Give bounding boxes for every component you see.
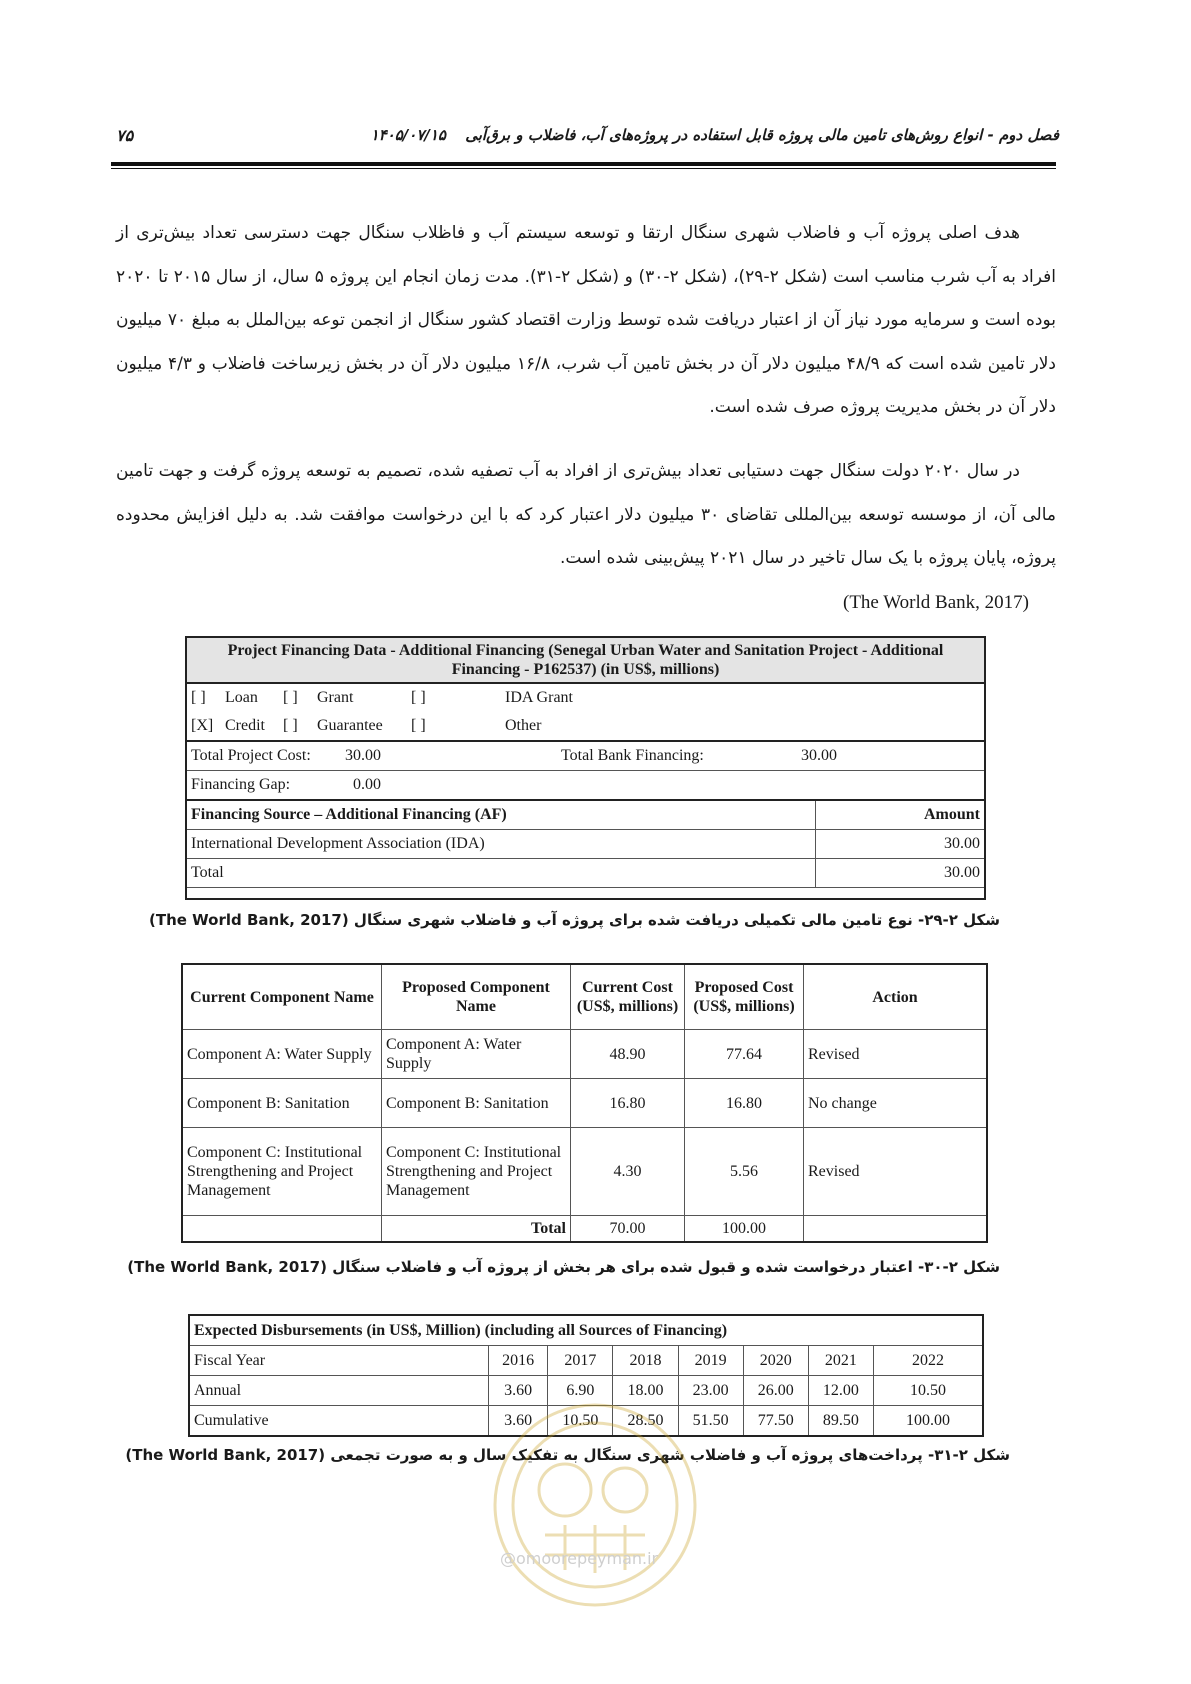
- watermark-url: @omoorepeyman.ir: [500, 1549, 659, 1568]
- current-component-cell: Component C: Institutional Strengthening and Project Management: [182, 1128, 382, 1216]
- total-proposed-cost: 100.00: [685, 1216, 804, 1242]
- financing-gap-row: [186, 771, 985, 801]
- header-rule-thick: [111, 162, 1056, 166]
- amount-cell: 30.00: [816, 859, 986, 888]
- header-proposed-cost: Proposed Cost (US$, millions): [685, 964, 804, 1030]
- cumulative-cell: 100.00: [874, 1406, 984, 1437]
- ida-grant-checkbox: [ ]: [411, 689, 426, 706]
- ida-grant-label: IDA Grant: [505, 689, 573, 706]
- other-label: Other: [505, 717, 542, 734]
- total-project-cost-value: 30.00: [345, 747, 381, 764]
- current-component-cell: Component B: Sanitation: [182, 1079, 382, 1128]
- table-row: [182, 1128, 987, 1216]
- table-row: [189, 1346, 983, 1376]
- table-row: [186, 830, 985, 859]
- citation: (The World Bank, 2017): [843, 592, 1029, 613]
- proposed-component-cell: Component C: Institutional Strengthening and Project Management: [382, 1128, 571, 1216]
- running-header: [279, 126, 1059, 144]
- proposed-cost-cell: 16.80: [685, 1079, 804, 1128]
- proposed-cost-cell: 77.64: [685, 1030, 804, 1079]
- header-current-cost: Current Cost (US$, millions): [571, 964, 685, 1030]
- table-row: [182, 1079, 987, 1128]
- table-row: [182, 1030, 987, 1079]
- loan-label: Loan: [225, 689, 258, 706]
- cumulative-cell: 28.50: [613, 1406, 678, 1437]
- year-cell: 2020: [743, 1346, 808, 1376]
- year-cell: 2018: [613, 1346, 678, 1376]
- table1-spacer-row: [186, 888, 985, 900]
- financing-data-table: [185, 636, 986, 900]
- action-cell: Revised: [804, 1128, 988, 1216]
- action-cell: Revised: [804, 1030, 988, 1079]
- total-row: [182, 1216, 987, 1242]
- cumulative-cell: 89.50: [808, 1406, 873, 1437]
- component-cost-table: [181, 963, 988, 1243]
- paragraph-2-text: در سال ۲۰۲۰ دولت سنگال جهت دستیابی تعداد بیش‌تری از افراد به آب تصفیه شده، تصمیم به توسعه پروژه گرفت و جهت تامین مالی آن، از موسسه توسعه بین‌المللی تقاضای ۳۰ میلیون دلار اعتبار کرد که با این درخواست موافقت شد. به دلیل افزایش محدوده پروژه، پایان پروژه با یک سال تاخیر در سال ۲۰۲۱ پیش‌بینی شده است.: [116, 461, 1056, 568]
- current-cost-cell: 16.80: [571, 1079, 685, 1128]
- header-current-component: Current Component Name: [182, 964, 382, 1030]
- year-cell: 2022: [874, 1346, 984, 1376]
- gear-seal-icon: [485, 1395, 705, 1615]
- body-paragraph-1: [116, 212, 1056, 430]
- annual-cell: 18.00: [613, 1376, 678, 1406]
- annual-cell: 3.60: [489, 1376, 548, 1406]
- body-paragraph-2: [116, 450, 1056, 581]
- paragraph-1-text: هدف اصلی پروژه آب و فاضلاب شهری سنگال ارتقا و توسعه سیستم آب و فاظلاب سنگال جهت دسترسی تعداد بیش‌تری از افراد به آب شرب مناسب است (شکل ۲-۲۹)، (شکل ۲-۳۰) و (شکل ۲-۳۱). مدت زمان انجام این پروژه ۵ سال، از سال ۲۰۱۵ تا ۲۰۲۰ بوده است و سرمایه مورد نیاز آن از اعتبار دریافت شده توسط وزارت اقتصاد کشور سنگال از انجمن توعه بین‌الملل به مبلغ ۷۰ میلیون دلار تامین شده است که ۴۸/۹ میلیون دلار آن در بخش تامین آب شرب، ۱۶/۸ میلیون دلار آن در بخش زیرساخت فاضلاب و ۴/۳ میلیون دلار آن در بخش مدیریت پروژه صرف شده است.: [116, 223, 1057, 417]
- annual-cell: 10.50: [874, 1376, 984, 1406]
- financing-gap-label: Financing Gap:: [191, 776, 291, 793]
- page-number: ۷۵: [116, 126, 134, 145]
- proposed-cost-cell: 5.56: [685, 1128, 804, 1216]
- header-date: ۱۴۰۵/۰۷/۱۵: [370, 126, 446, 144]
- guarantee-checkbox: [ ]: [283, 717, 298, 734]
- header-rule-thin: [111, 168, 1056, 169]
- financing-gap-value: 0.00: [353, 776, 381, 793]
- total-cost-row: [186, 741, 985, 771]
- loan-checkbox: [ ]: [191, 689, 206, 706]
- credit-checkbox: [X]: [191, 717, 214, 734]
- cumulative-cell: 77.50: [743, 1406, 808, 1437]
- figure-caption-31: شکل ۲-۳۱- پرداخت‌های پروژه آب و فاضلاب شهری سنگال به تفکیک سال و به صورت تجمعی (The World Bank, 2017): [125, 1446, 1010, 1464]
- year-cell: 2019: [678, 1346, 743, 1376]
- cumulative-label: Cumulative: [189, 1406, 489, 1437]
- figure-caption-30: شکل ۲-۳۰- اعتبار درخواست شده و قبول شده برای هر بخش از پروژه آب و فاضلاب سنگال (The World Bank, 2017): [127, 1258, 1000, 1276]
- amount-cell: 30.00: [816, 830, 986, 859]
- annual-label: Annual: [189, 1376, 489, 1406]
- grant-label: Grant: [317, 689, 354, 706]
- table1-title: Project Financing Data - Additional Financing (Senegal Urban Water and Sanitation Project - Additional Financing - P162537) (in US$, millions): [186, 637, 985, 683]
- total-label: Total: [382, 1216, 571, 1242]
- cumulative-cell: 3.60: [489, 1406, 548, 1437]
- source-cell: International Development Association (IDA): [186, 830, 816, 859]
- header-proposed-component: Proposed Component Name: [382, 964, 571, 1030]
- table3-title: Expected Disbursements (in US$, Million) (including all Sources of Financing): [189, 1315, 983, 1346]
- chapter-title: فصل دوم - انواع روش‌های تامین مالی پروژه قابل استفاده در پروژه‌های آب، فاضلاب و برق‌آبی: [465, 126, 1059, 144]
- total-bank-financing-value: 30.00: [801, 747, 837, 764]
- financing-type-row-2: [186, 712, 985, 741]
- total-current-cost: 70.00: [571, 1216, 685, 1242]
- cumulative-cell: 51.50: [678, 1406, 743, 1437]
- credit-label: Credit: [225, 717, 265, 734]
- year-cell: 2016: [489, 1346, 548, 1376]
- annual-cell: 12.00: [808, 1376, 873, 1406]
- grant-checkbox: [ ]: [283, 689, 298, 706]
- table-row: [186, 859, 985, 888]
- amount-header: Amount: [816, 800, 986, 830]
- year-cell: 2021: [808, 1346, 873, 1376]
- total-project-cost-label: Total Project Cost:: [191, 747, 311, 764]
- financing-type-row-1: [186, 683, 985, 712]
- total-bank-financing-label: Total Bank Financing:: [561, 747, 704, 764]
- year-cell: 2017: [548, 1346, 613, 1376]
- cumulative-cell: 10.50: [548, 1406, 613, 1437]
- current-cost-cell: 4.30: [571, 1128, 685, 1216]
- annual-cell: 26.00: [743, 1376, 808, 1406]
- guarantee-label: Guarantee: [317, 717, 383, 734]
- current-cost-cell: 48.90: [571, 1030, 685, 1079]
- other-checkbox: [ ]: [411, 717, 426, 734]
- fiscal-year-label: Fiscal Year: [189, 1346, 489, 1376]
- figure-caption-29: شکل ۲-۲۹- نوع تامین مالی تکمیلی دریافت شده برای پروژه آب و فاضلاب شهری سنگال (The World Bank, 2017): [149, 911, 1000, 929]
- annual-cell: 6.90: [548, 1376, 613, 1406]
- empty-cell: [804, 1216, 988, 1242]
- header-action: Action: [804, 964, 988, 1030]
- source-cell: Total: [186, 859, 816, 888]
- proposed-component-cell: Component B: Sanitation: [382, 1079, 571, 1128]
- proposed-component-cell: Component A: Water Supply: [382, 1030, 571, 1079]
- annual-cell: 23.00: [678, 1376, 743, 1406]
- action-cell: No change: [804, 1079, 988, 1128]
- financing-source-header: Financing Source – Additional Financing (AF): [186, 800, 816, 830]
- empty-cell: [182, 1216, 382, 1242]
- current-component-cell: Component A: Water Supply: [182, 1030, 382, 1079]
